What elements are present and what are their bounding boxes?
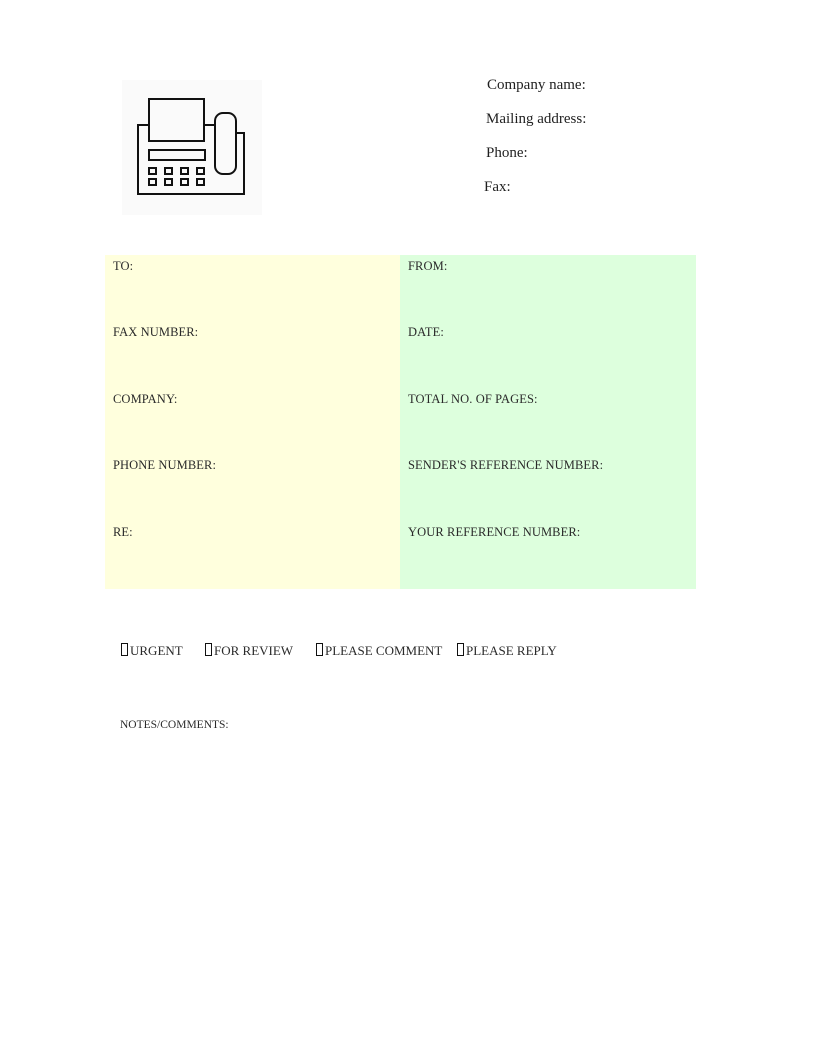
checkbox-label: PLEASE REPLY bbox=[466, 643, 557, 658]
re-field[interactable]: RE: bbox=[113, 525, 133, 539]
checkbox-icon[interactable] bbox=[457, 643, 464, 656]
to-field[interactable]: TO: bbox=[113, 259, 134, 273]
your-reference-field[interactable]: YOUR REFERENCE NUMBER: bbox=[408, 525, 581, 539]
mailing-address-label: Mailing address: bbox=[486, 111, 587, 127]
urgent-checkbox[interactable] bbox=[121, 643, 183, 656]
notes-comments-label: NOTES/COMMENTS: bbox=[120, 719, 229, 731]
priority-checkboxes bbox=[120, 643, 620, 665]
sender-column bbox=[400, 255, 696, 589]
checkbox-icon[interactable] bbox=[121, 643, 128, 656]
please-reply-checkbox[interactable] bbox=[457, 643, 557, 656]
fax-machine-icon bbox=[122, 80, 262, 215]
for-review-checkbox[interactable] bbox=[205, 643, 293, 656]
checkbox-label: PLEASE COMMENT bbox=[325, 643, 443, 658]
total-pages-field[interactable]: TOTAL NO. OF PAGES: bbox=[408, 392, 538, 406]
fax-number-field[interactable]: FAX NUMBER: bbox=[113, 325, 199, 339]
sender-reference-field[interactable]: SENDER'S REFERENCE NUMBER: bbox=[408, 458, 604, 472]
company-field[interactable]: COMPANY: bbox=[113, 392, 178, 406]
checkbox-label: FOR REVIEW bbox=[214, 643, 294, 658]
date-field[interactable]: DATE: bbox=[408, 325, 444, 339]
recipient-column bbox=[105, 255, 400, 589]
checkbox-icon[interactable] bbox=[205, 643, 212, 656]
phone-number-field[interactable]: PHONE NUMBER: bbox=[113, 458, 217, 472]
checkbox-icon[interactable] bbox=[316, 643, 323, 656]
from-field[interactable]: FROM: bbox=[408, 259, 448, 273]
company-name-label: Company name: bbox=[487, 77, 586, 93]
fax-info-table bbox=[105, 255, 696, 589]
please-comment-checkbox[interactable] bbox=[316, 643, 442, 656]
fax-label: Fax: bbox=[484, 179, 511, 195]
checkbox-label: URGENT bbox=[130, 643, 183, 658]
phone-label: Phone: bbox=[486, 145, 528, 161]
